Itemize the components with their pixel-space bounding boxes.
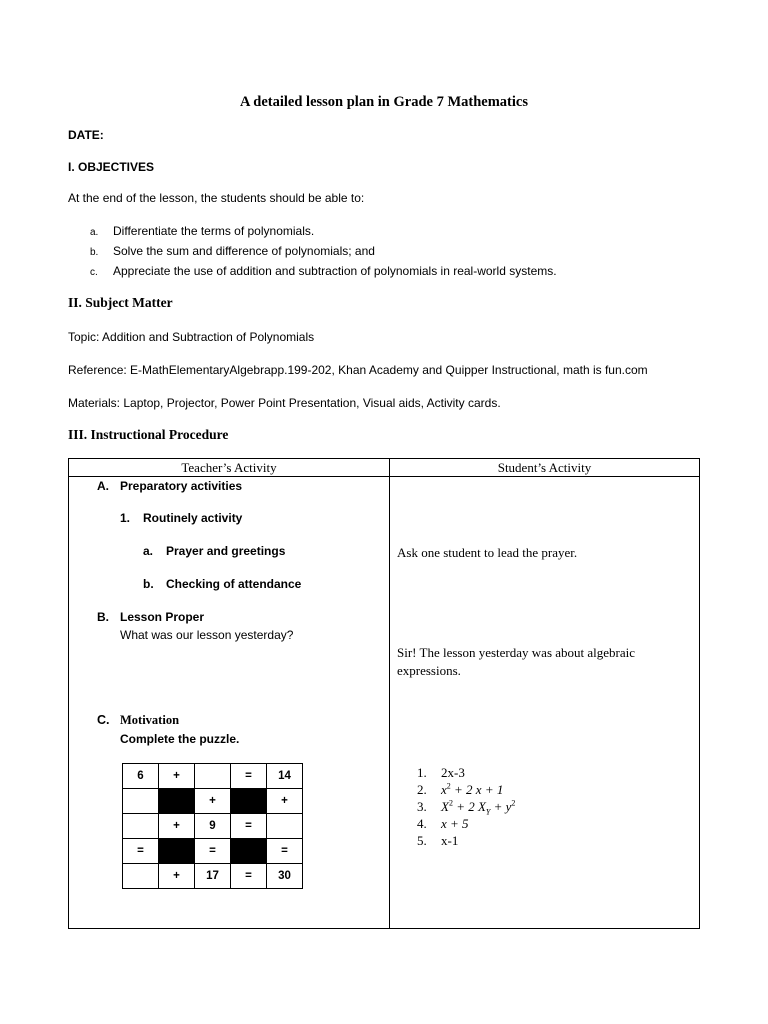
puzzle-cell: + [195, 789, 231, 814]
puzzle-empty-cell [123, 814, 159, 839]
item-marker: b. [143, 577, 154, 591]
answer-mid: + 2 X [452, 799, 486, 814]
puzzle-blocked-cell [159, 839, 195, 864]
answer-text: x-1 [441, 833, 459, 848]
puzzle-row [123, 864, 303, 889]
puzzle-row [123, 789, 303, 814]
answer-item [417, 764, 515, 781]
answer-var: X [441, 799, 449, 814]
puzzle-cell: = [231, 814, 267, 839]
objective-item [90, 244, 375, 258]
puzzle-empty-cell [123, 864, 159, 889]
puzzle-row [123, 839, 303, 864]
item-marker: B. [97, 610, 109, 624]
answer-item [417, 781, 515, 798]
student-lesson-response-line2: expressions. [397, 663, 461, 678]
answer-number: 5. [417, 833, 427, 848]
objective-marker: a. [90, 227, 99, 238]
answer-var: x [441, 782, 447, 797]
answer-item [417, 832, 515, 849]
teacher-activity-header: Teacher’s Activity [181, 460, 277, 475]
objective-item [90, 224, 314, 238]
student-prayer-response: Ask one student to lead the prayer. [397, 545, 578, 560]
puzzle-cell: + [267, 789, 303, 814]
answer-item [417, 815, 515, 832]
answer-number: 2. [417, 782, 427, 797]
item-marker: a. [143, 544, 154, 558]
objective-marker: c. [90, 267, 98, 278]
puzzle-empty-cell [123, 789, 159, 814]
answer-item [417, 798, 515, 815]
puzzle-cell: 17 [195, 864, 231, 889]
puzzle-blocked-cell [231, 839, 267, 864]
item-marker: A. [97, 479, 109, 493]
puzzle-cell: = [231, 864, 267, 889]
puzzle-cell: + [159, 764, 195, 789]
materials-line: Materials: Laptop, Projector, Power Point Presentation, Visual aids, Activity cards. [68, 396, 501, 410]
objective-text: Appreciate the use of addition and subtraction of polynomials in real-world systems. [113, 264, 557, 278]
date-label: DATE: [68, 128, 104, 142]
column-divider [389, 459, 390, 928]
header-divider [69, 476, 699, 477]
puzzle-cell: + [159, 864, 195, 889]
puzzle-cell: 14 [267, 764, 303, 789]
puzzle-empty-cell [195, 764, 231, 789]
item-label: Motivation [120, 713, 180, 727]
puzzle-cell: = [123, 839, 159, 864]
item-label: Lesson Proper [120, 610, 205, 624]
answer-number: 3. [417, 799, 427, 814]
item-marker: C. [97, 713, 110, 727]
objective-text: Solve the sum and difference of polynomials; and [113, 244, 375, 258]
subject-matter-heading: II. Subject Matter [68, 295, 173, 310]
number-puzzle-grid [122, 763, 303, 889]
puzzle-cell: 30 [267, 864, 303, 889]
puzzle-cell: 9 [195, 814, 231, 839]
procedure-table [68, 458, 700, 929]
puzzle-cell: 6 [123, 764, 159, 789]
answer-number: 1. [417, 765, 427, 780]
topic-line: Topic: Addition and Subtraction of Polynomials [68, 330, 315, 344]
exponent: 2 [511, 798, 516, 808]
answer-text: x + 5 [441, 816, 469, 831]
lesson-question: What was our lesson yesterday? [120, 628, 294, 642]
puzzle-cell: + [159, 814, 195, 839]
reference-line: Reference: E-MathElementaryAlgebrapp.199-202, Khan Academy and Quipper Instructional, math is fun.com [68, 363, 648, 377]
answer-text: 2x-3 [441, 765, 465, 780]
subscript: Y [485, 807, 491, 817]
attendance-item [143, 577, 301, 591]
item-marker: 1. [120, 511, 131, 525]
objectives-heading: I. OBJECTIVES [68, 160, 155, 174]
exponent: 2 [448, 798, 453, 808]
puzzle-blocked-cell [231, 789, 267, 814]
answer-plus: + y [490, 799, 512, 814]
student-lesson-response-line1: Sir! The lesson yesterday was about algebraic [397, 645, 636, 660]
puzzle-answers-list [417, 764, 515, 849]
motivation-item [97, 713, 179, 728]
prayer-item [143, 544, 285, 558]
puzzle-cell: = [231, 764, 267, 789]
routinely-activity-item [120, 511, 242, 525]
puzzle-row [123, 814, 303, 839]
document-title: A detailed lesson plan in Grade 7 Mathematics [240, 94, 528, 110]
answer-rest: + 2 x + 1 [450, 782, 504, 797]
lesson-proper-item [97, 610, 204, 624]
puzzle-row [123, 764, 303, 789]
preparatory-activities-item [97, 479, 242, 493]
puzzle-cell: = [267, 839, 303, 864]
answer-number: 4. [417, 816, 427, 831]
objective-text: Differentiate the terms of polynomials. [113, 224, 315, 238]
puzzle-empty-cell [267, 814, 303, 839]
item-label: Prayer and greetings [166, 544, 286, 558]
puzzle-blocked-cell [159, 789, 195, 814]
procedure-heading: III. Instructional Procedure [68, 427, 229, 442]
exponent: 2 [446, 781, 451, 791]
item-label: Preparatory activities [120, 479, 243, 493]
puzzle-cell: = [195, 839, 231, 864]
objective-item [90, 264, 557, 278]
student-activity-header: Student’s Activity [497, 460, 592, 475]
objectives-intro: At the end of the lesson, the students should be able to: [68, 191, 365, 205]
item-label: Checking of attendance [166, 577, 302, 591]
objective-marker: b. [90, 247, 99, 258]
item-label: Routinely activity [143, 511, 243, 525]
motivation-instruction: Complete the puzzle. [120, 732, 240, 746]
